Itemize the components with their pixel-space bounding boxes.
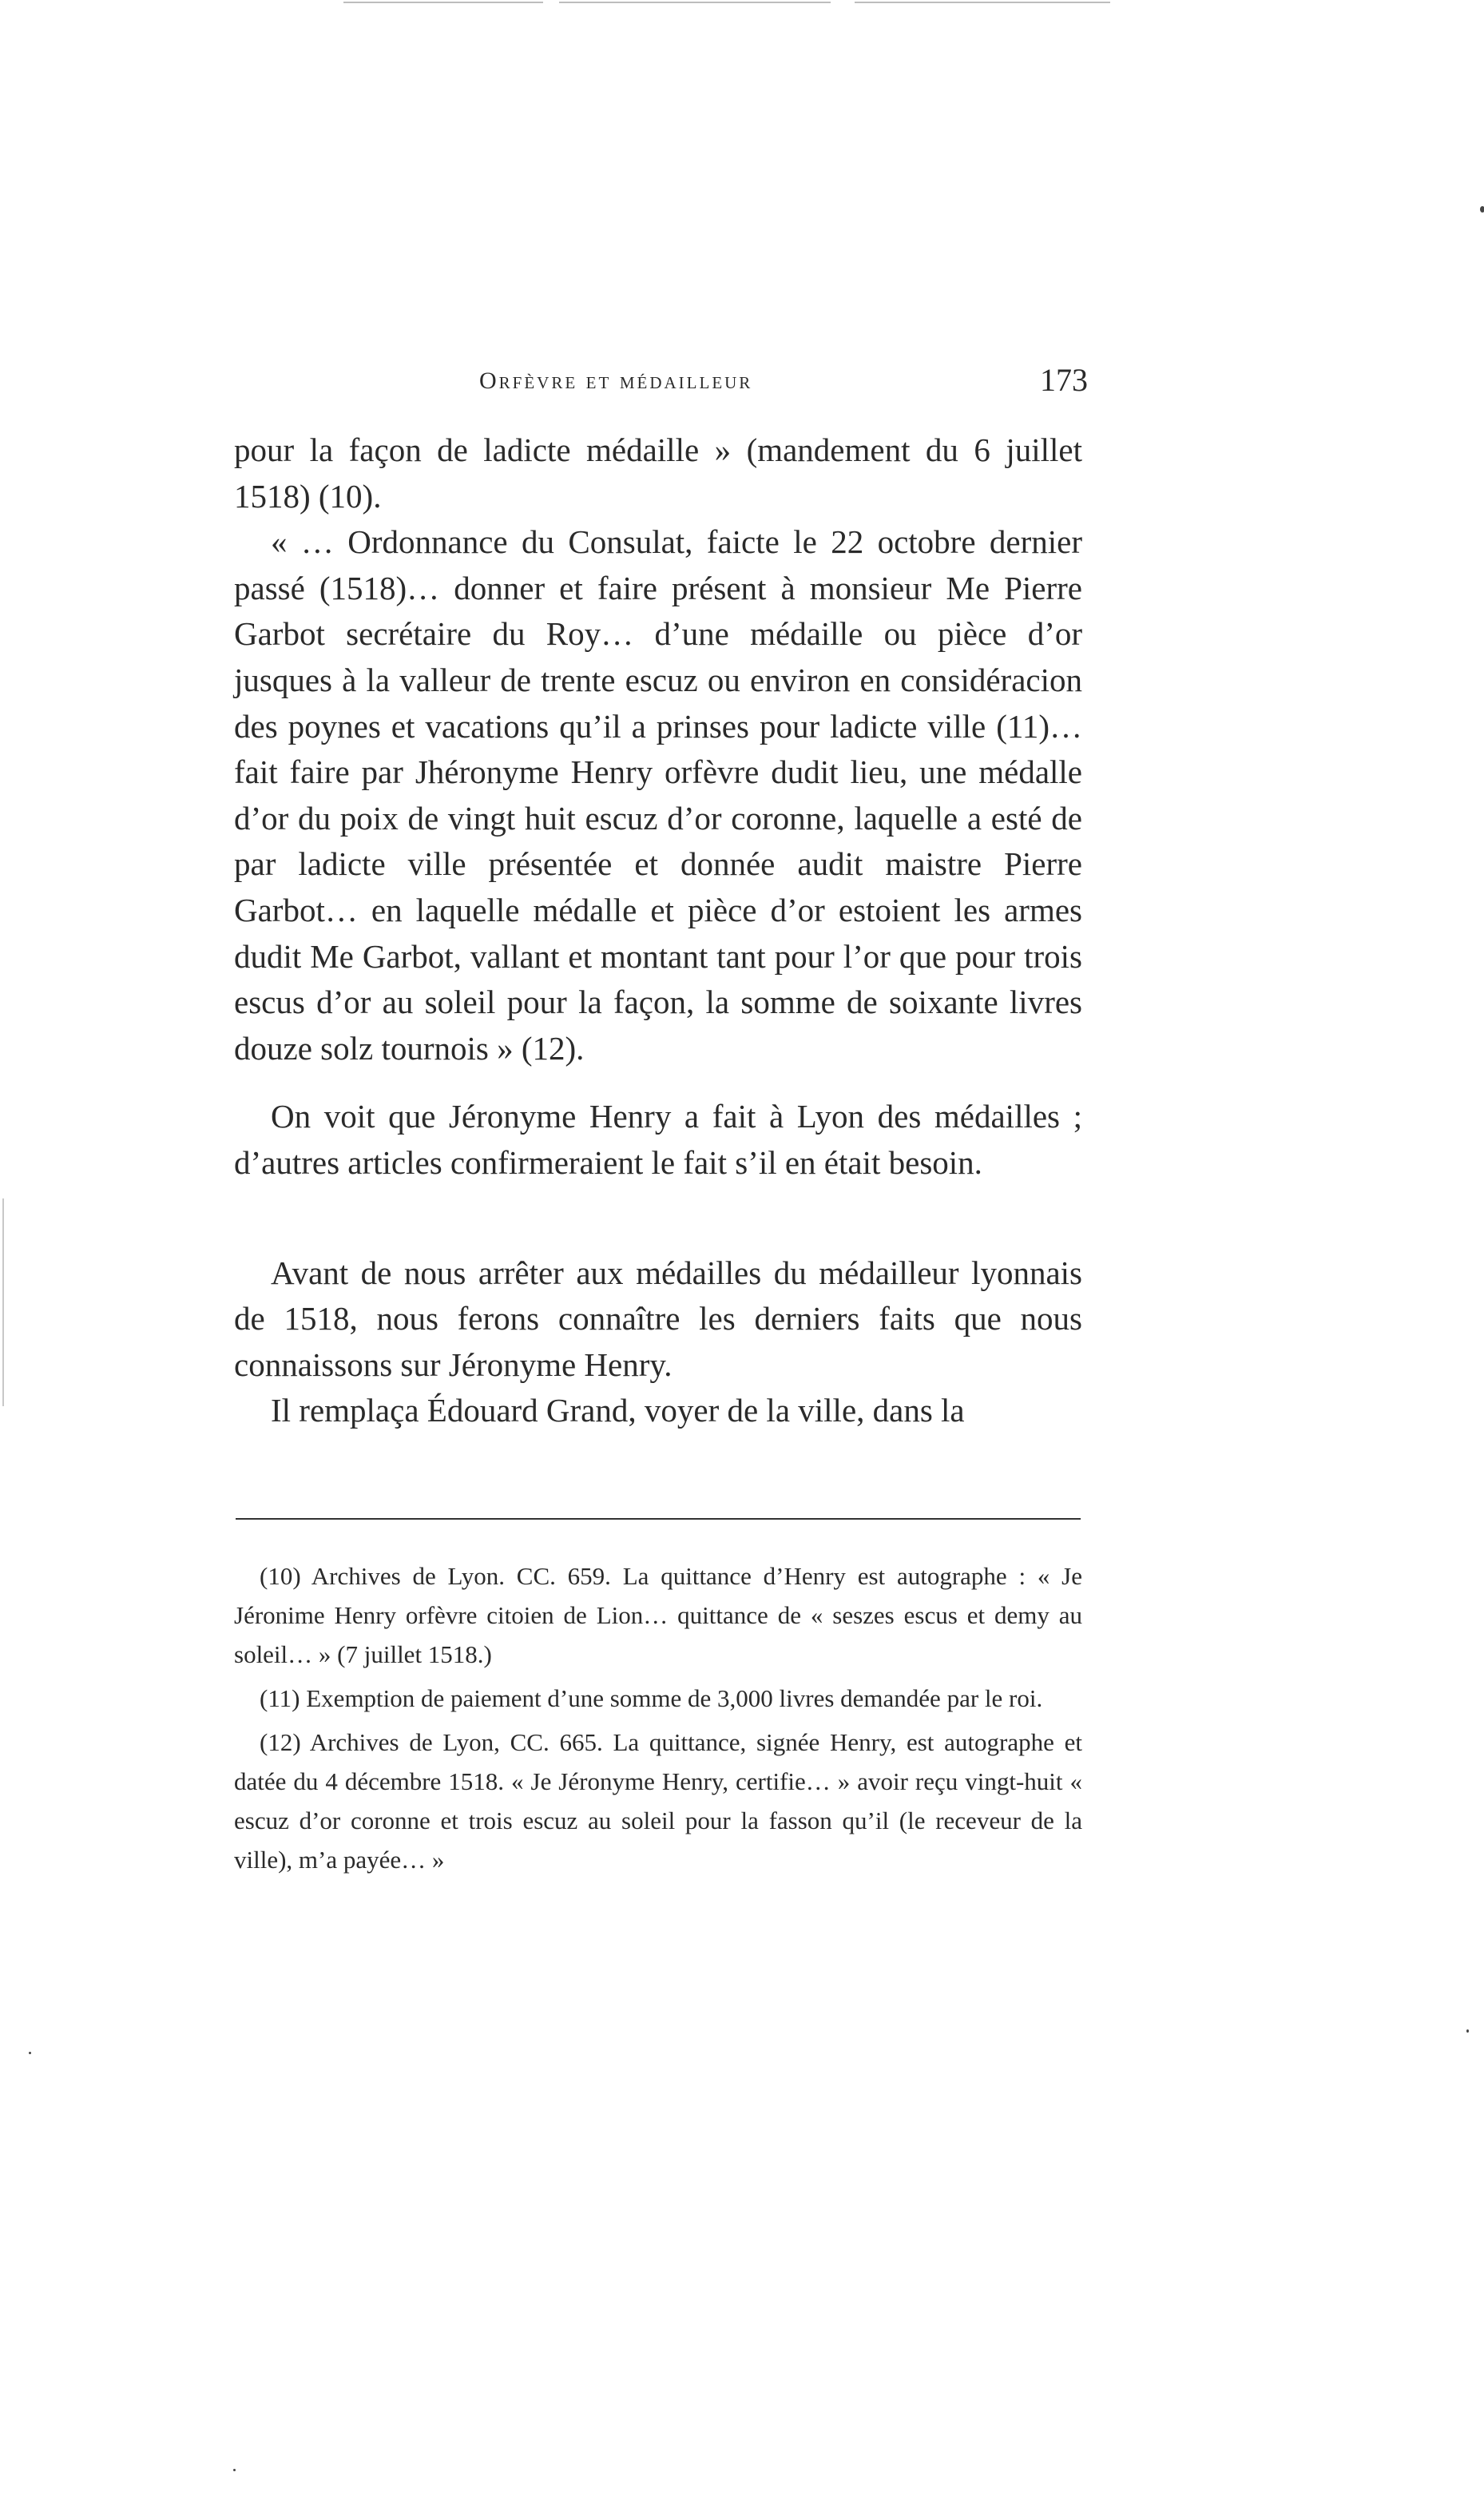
main-text (234, 427, 1082, 1434)
scan-edge-line (343, 2, 543, 3)
running-head-title: Orfèvre et médailleur (479, 368, 753, 394)
scan-speck (1466, 2029, 1469, 2033)
scan-speck (29, 2052, 31, 2054)
paragraph: pour la façon de ladicte médaille » (mandement du 6 juillet 1518) (10). (234, 431, 1082, 515)
footnote: (11) Exemption de paiement d’une somme de 3,000 livres demandée par le roi. (260, 1684, 1043, 1712)
scan-speck (1480, 206, 1484, 213)
running-head (232, 361, 1094, 409)
footnote: (12) Archives de Lyon, CC. 665. La quittance, signée Henry, est autographe et datée du 4 décembre 1518. « Je Jéronyme Henry, certifie… » avoir reçu vingt-huit « escuz d’or coronne et trois escuz au soleil pour la fasson qu’il (le receveur de la ville), m’a payée… » (234, 1728, 1082, 1874)
page-number: 173 (1040, 362, 1088, 398)
paragraph: Il remplaça Édouard Grand, voyer de la ville, dans la (271, 1392, 965, 1429)
scan-edge-line (855, 2, 1110, 3)
scan-speck (233, 2469, 236, 2471)
footnote-separator (236, 1518, 1081, 1520)
scan-margin-line (2, 1198, 4, 1406)
footnotes (234, 1556, 1082, 1884)
paragraph: Avant de nous arrêter aux médailles du médailleur lyonnais de 1518, nous ferons connaître les derniers faits que nous connaissons sur Jéronyme Henry. (234, 1254, 1082, 1383)
scan-edge-line (559, 2, 831, 3)
paragraph: On voit que Jéronyme Henry a fait à Lyon des médailles ; d’autres articles confirmeraient le fait s’il en était besoin. (234, 1098, 1082, 1181)
paragraph: « … Ordonnance du Consulat, faicte le 22 octobre dernier passé (1518)… donner et faire présent à monsieur Me Pierre Garbot secrétaire du Roy… d’une médaille ou pièce d’or jusques à la valleur de trente escuz ou environ en considéracion des poynes et vacations qu’il a prinses pour ladicte ville (11)… fait faire par Jhéronyme Henry orfèvre dudit lieu, une médalle d’or du poix de vingt huit escuz d’or coronne, laquelle a esté de par ladicte ville présentée et donnée audit maistre Pierre Garbot… en laquelle médalle et pièce d’or estoient les armes dudit Me Garbot, vallant et montant tant pour l’or que pour trois escus d’or au soleil pour la façon, la somme de soixante livres douze solz tournois » (12). (234, 523, 1082, 1067)
footnote: (10) Archives de Lyon. CC. 659. La quittance d’Henry est autographe : « Je Jéronime Henry orfèvre citoien de Lion… quittance de « seszes escus et demy au soleil… » (7 juillet 1518.) (234, 1562, 1082, 1668)
